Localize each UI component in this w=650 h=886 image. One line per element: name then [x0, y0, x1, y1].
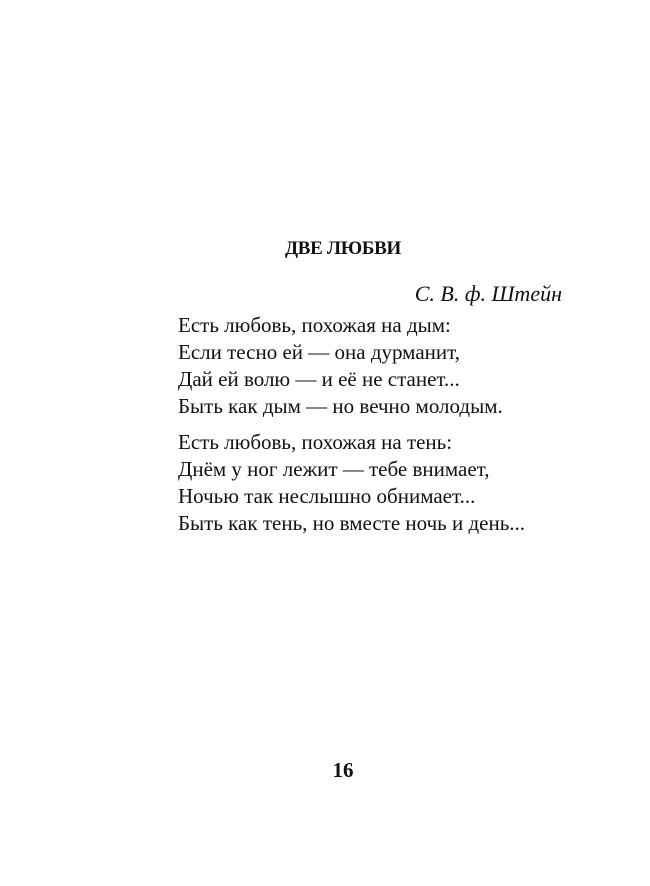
poem-title: ДВЕ ЛЮБВИ	[284, 238, 402, 259]
verse-line: Днём у ног лежит — тебе внимает,	[178, 457, 490, 481]
page-number: 16	[332, 758, 354, 782]
verse-line: Ночью так неслышно обнимает...	[178, 484, 476, 508]
verse-line: Быть как дым — но вечно молодым.	[178, 394, 503, 418]
verse-line: Дай ей волю — и её не станет...	[178, 367, 460, 391]
stanza-1	[178, 312, 525, 420]
stanza-2	[178, 429, 525, 537]
poem-dedication: С. В. ф. Штейн	[414, 281, 562, 306]
verse-line: Есть любовь, похожая на дым:	[178, 313, 451, 337]
poem-body	[178, 312, 525, 537]
verse-line: Если тесно ей — она дурманит,	[178, 340, 460, 364]
verse-line: Есть любовь, похожая на тень:	[178, 430, 453, 454]
verse-line: Быть как тень, но вместе ночь и день...	[178, 511, 526, 535]
